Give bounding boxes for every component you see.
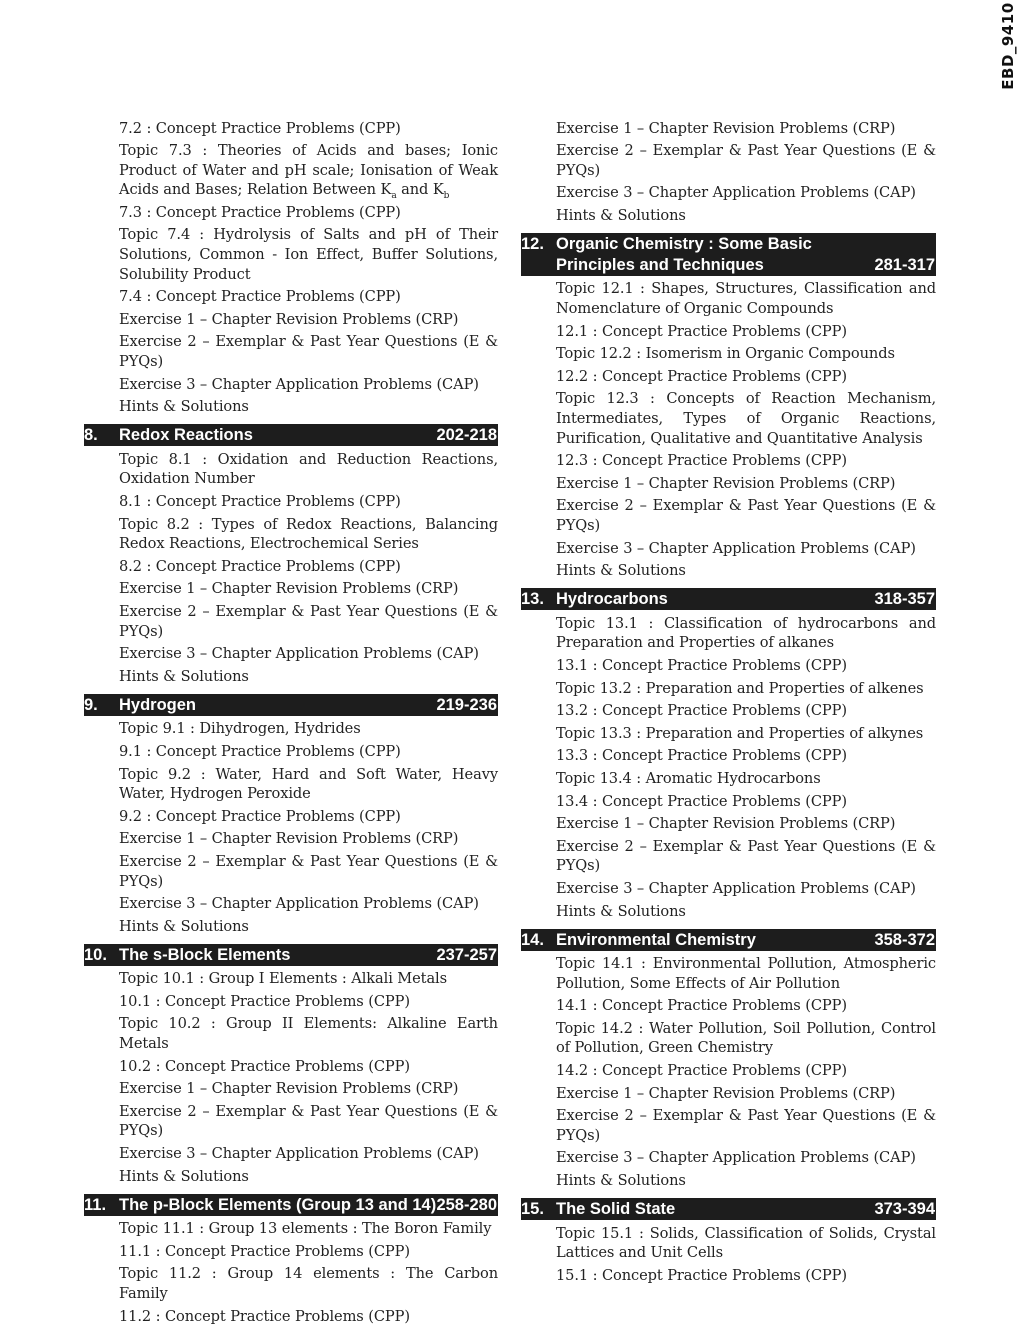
entry-text: 12.1 : Concept Practice Problems (CPP) — [556, 322, 847, 340]
entry-text: Topic 14.1 : Environmental Pollution, Atmospheric Pollution, Some Effects of Air Pollution — [556, 955, 936, 992]
chapter-heading[interactable] — [521, 1198, 936, 1220]
entry-text: 14.1 : Concept Practice Problems (CPP) — [556, 997, 847, 1015]
entry-text: Topic 12.2 : Isomerism in Organic Compounds — [556, 345, 895, 363]
chapter-number: 11. — [84, 1195, 107, 1214]
entry-text: 11.1 : Concept Practice Problems (CPP) — [119, 1242, 410, 1260]
entry-text: Exercise 1 – Chapter Revision Problems (CRP) — [119, 310, 459, 328]
chapter-pages: 202-218 — [436, 426, 497, 445]
chapter-title: Hydrogen — [119, 695, 197, 714]
toc-entry[interactable] — [119, 140, 498, 202]
entry-text: Exercise 3 – Chapter Application Problems (CAP) — [556, 539, 916, 557]
right-column — [521, 117, 936, 1287]
toc-entry[interactable] — [119, 643, 498, 666]
chapter-number: 9. — [84, 695, 98, 714]
chapter-heading[interactable] — [84, 1194, 498, 1216]
toc-entry[interactable] — [556, 450, 936, 473]
page-code — [998, 0, 1018, 92]
toc-entry[interactable] — [556, 1147, 936, 1170]
entry-text: 11.2 : Concept Practice Problems (CPP) — [119, 1307, 410, 1325]
chapter-number: 15. — [521, 1200, 544, 1219]
toc-entry[interactable] — [119, 373, 498, 396]
chapter-number: 13. — [521, 590, 544, 609]
chapter-heading[interactable] — [84, 424, 498, 446]
toc-entry[interactable] — [119, 224, 498, 286]
toc-entry[interactable] — [119, 740, 498, 763]
toc-entry[interactable] — [556, 1060, 936, 1083]
toc-entry[interactable] — [556, 790, 936, 813]
toc-entry[interactable] — [556, 472, 936, 495]
entry-text: Topic 8.1 : Oxidation and Reduction Reactions, Oxidation Number — [119, 450, 498, 488]
toc-entry[interactable] — [556, 117, 936, 140]
chapter-heading[interactable] — [84, 944, 498, 966]
toc-entry[interactable] — [119, 665, 498, 688]
toc-entry[interactable] — [556, 1105, 936, 1147]
entry-text: Topic 9.2 : Water, Hard and Soft Water, Heavy Water, Hydrogen Peroxide — [119, 765, 498, 803]
entry-text: 13.4 : Concept Practice Problems (CPP) — [556, 792, 847, 810]
entry-text: Exercise 2 – Exemplar & Past Year Questions (E & PYQs) — [556, 142, 936, 179]
chapter-pages: 358-372 — [874, 930, 935, 949]
chapter-title: The s-Block Elements — [119, 945, 291, 964]
entry-text: 14.2 : Concept Practice Problems (CPP) — [556, 1062, 847, 1080]
toc-entry[interactable] — [556, 995, 936, 1018]
left-column — [84, 117, 498, 1328]
chapter-title: The p-Block Elements (Group 13 and 14) — [119, 1195, 437, 1214]
entry-text: Hints & Solutions — [119, 667, 249, 685]
entry-text: Topic 13.3 : Preparation and Properties of alkynes — [556, 724, 924, 742]
chapter-title: Organic Chemistry : Some Basic Principles and Techniques — [556, 234, 812, 274]
toc-entry[interactable] — [119, 286, 498, 309]
entry-text: Hints & Solutions — [556, 206, 686, 224]
entry-text: 13.3 : Concept Practice Problems (CPP) — [556, 747, 847, 765]
toc-entry[interactable] — [119, 396, 498, 419]
entry-text: Exercise 3 – Chapter Application Problems (CAP) — [119, 1145, 479, 1163]
entry-text: Exercise 3 – Chapter Application Problems (CAP) — [556, 184, 916, 202]
chapter-pages: 237-257 — [436, 945, 497, 964]
toc-entry[interactable] — [119, 828, 498, 851]
toc-entry[interactable] — [556, 767, 936, 790]
toc-entry[interactable] — [119, 1305, 498, 1328]
chapter-number: 8. — [84, 426, 98, 445]
toc-entry[interactable] — [556, 722, 936, 745]
entry-text: Topic 11.2 : Group 14 elements : The Carbon Family — [119, 1265, 498, 1302]
entry-text: 7.2 : Concept Practice Problems (CPP) — [119, 119, 401, 137]
toc-entry[interactable] — [119, 448, 498, 490]
entry-text: 10.2 : Concept Practice Problems (CPP) — [119, 1057, 410, 1075]
chapter-pages: 318-357 — [874, 590, 935, 609]
entry-text: Exercise 2 – Exemplar & Past Year Questions (E & PYQs) — [119, 333, 498, 371]
entry-text: 7.4 : Concept Practice Problems (CPP) — [119, 288, 401, 306]
entry-text: 8.2 : Concept Practice Problems (CPP) — [119, 557, 401, 575]
chapter-title: Environmental Chemistry — [556, 930, 756, 949]
toc-entry[interactable] — [556, 900, 936, 923]
entry-text: Topic 13.2 : Preparation and Properties of alkenes — [556, 679, 924, 697]
entry-text: Topic 7.4 : Hydrolysis of Salts and pH of Their Solutions, Common - Ion Effect, Buffer Solutions, Solubility Product — [119, 226, 498, 283]
chapter-number: 12. — [521, 234, 544, 253]
toc-entry[interactable] — [556, 560, 936, 583]
chapter-number: 10. — [84, 945, 107, 964]
entry-text: Exercise 3 – Chapter Application Problems (CAP) — [119, 895, 479, 913]
toc-entry[interactable] — [119, 763, 498, 805]
entry-text: Hints & Solutions — [119, 1167, 249, 1185]
entry-text: 9.2 : Concept Practice Problems (CPP) — [119, 807, 401, 825]
entry-text: Exercise 1 – Chapter Revision Problems (CRP) — [119, 830, 459, 848]
entry-text: Exercise 2 – Exemplar & Past Year Questions (E & PYQs) — [119, 602, 498, 640]
chapter-title: The Solid State — [556, 1200, 676, 1219]
entry-text: Exercise 2 – Exemplar & Past Year Questions (E & PYQs) — [119, 852, 498, 890]
toc-entry[interactable] — [119, 513, 498, 555]
toc-entry[interactable] — [119, 1100, 498, 1142]
toc-entry[interactable] — [556, 1222, 936, 1264]
toc-entry[interactable] — [556, 654, 936, 677]
chapter-heading[interactable] — [521, 588, 936, 610]
entry-text: 7.3 : Concept Practice Problems (CPP) — [119, 203, 401, 221]
entry-text: and K — [396, 181, 444, 199]
toc-entry[interactable] — [119, 1013, 498, 1055]
toc-entry[interactable] — [556, 1017, 936, 1059]
entry-text: Hints & Solutions — [556, 1172, 686, 1190]
entry-text: Exercise 1 – Chapter Revision Problems (CRP) — [556, 474, 896, 492]
entry-text: Topic 14.2 : Water Pollution, Soil Pollution, Control of Pollution, Green Chemistry — [556, 1019, 936, 1057]
toc-entry[interactable] — [119, 718, 498, 741]
toc-entry[interactable] — [119, 491, 498, 514]
entry-text: Topic 9.1 : Dihydrogen, Hydrides — [119, 720, 361, 738]
toc-entry[interactable] — [556, 140, 936, 182]
toc-entry[interactable] — [119, 331, 498, 373]
toc-entry[interactable] — [119, 850, 498, 892]
entry-text: Exercise 2 – Exemplar & Past Year Questions (E & PYQs) — [119, 1102, 498, 1140]
toc-entry[interactable] — [556, 1264, 936, 1287]
toc-entry[interactable] — [556, 365, 936, 388]
entry-text: Exercise 3 – Chapter Application Problems (CAP) — [556, 879, 916, 897]
entry-text: 10.1 : Concept Practice Problems (CPP) — [119, 992, 410, 1010]
entry-text: Exercise 3 – Chapter Application Problems (CAP) — [119, 375, 479, 393]
toc-entry[interactable] — [119, 1263, 498, 1305]
entry-text: 9.1 : Concept Practice Problems (CPP) — [119, 742, 401, 760]
chapter-heading[interactable] — [521, 233, 936, 276]
entry-text: Topic 13.4 : Aromatic Hydrocarbons — [556, 769, 821, 787]
entry-text: Hints & Solutions — [119, 917, 249, 935]
entry-text: Topic 15.1 : Solids, Classification of Solids, Crystal Lattices and Unit Cells — [556, 1224, 936, 1262]
chapter-title: Hydrocarbons — [556, 590, 668, 609]
toc-entry[interactable] — [556, 835, 936, 877]
toc-entry[interactable] — [119, 1165, 498, 1188]
toc-entry[interactable] — [119, 805, 498, 828]
entry-text: Topic 12.1 : Shapes, Structures, Classification and Nomenclature of Organic Compounds — [556, 280, 936, 318]
entry-text: Hints & Solutions — [556, 902, 686, 920]
toc-entry[interactable] — [556, 612, 936, 654]
toc-entry[interactable] — [119, 600, 498, 642]
toc-entry[interactable] — [119, 117, 498, 140]
toc-entry[interactable] — [556, 182, 936, 205]
entry-text: Exercise 1 – Chapter Revision Problems (CRP) — [556, 1084, 896, 1102]
chapter-number: 14. — [521, 930, 544, 949]
toc-entry[interactable] — [556, 204, 936, 227]
entry-text: Exercise 3 – Chapter Application Problems (CAP) — [556, 1149, 916, 1167]
toc-entry[interactable] — [556, 320, 936, 343]
toc-entry[interactable] — [119, 893, 498, 916]
toc-entry[interactable] — [119, 1055, 498, 1078]
toc-entry[interactable] — [556, 495, 936, 537]
toc-entry[interactable] — [556, 343, 936, 366]
toc-entry[interactable] — [119, 915, 498, 938]
chapter-heading[interactable] — [84, 694, 498, 716]
chapter-heading[interactable] — [521, 929, 936, 951]
toc-entry[interactable] — [556, 877, 936, 900]
entry-text: Hints & Solutions — [119, 398, 249, 416]
entry-text: Topic 11.1 : Group 13 elements : The Boron Family — [119, 1220, 492, 1238]
entry-text: Exercise 1 – Chapter Revision Problems (CRP) — [556, 119, 896, 137]
entry-text: 13.2 : Concept Practice Problems (CPP) — [556, 702, 847, 720]
toc-entry[interactable] — [556, 813, 936, 836]
entry-text: Topic 12.3 : Concepts of Reaction Mechanism, Intermediates, Types of Organic Reactions, Purification, Qualitative and Quantitative Analysis — [556, 390, 936, 447]
entry-text: Exercise 1 – Chapter Revision Problems (CRP) — [119, 1080, 459, 1098]
entry-text: Exercise 1 – Chapter Revision Problems (CRP) — [119, 580, 459, 598]
entry-text: Topic 13.1 : Classification of hydrocarbons and Preparation and Properties of alkanes — [556, 614, 936, 652]
toc-entry[interactable] — [119, 308, 498, 331]
toc-entry[interactable] — [119, 1143, 498, 1166]
chapter-pages: 281-317 — [874, 255, 935, 274]
entry-text: Topic 10.2 : Group II Elements: Alkaline Earth Metals — [119, 1015, 498, 1053]
entry-text: Exercise 2 – Exemplar & Past Year Questions (E & PYQs) — [556, 1107, 936, 1144]
toc-entry[interactable] — [119, 1078, 498, 1101]
entry-text: 8.1 : Concept Practice Problems (CPP) — [119, 493, 401, 510]
toc-entry[interactable] — [119, 1218, 498, 1241]
toc-entry[interactable] — [556, 388, 936, 450]
chapter-pages: 219-236 — [436, 695, 497, 714]
toc-entry[interactable] — [119, 1240, 498, 1263]
toc-entry[interactable] — [119, 555, 498, 578]
entry-text: Exercise 3 – Chapter Application Problems (CAP) — [119, 645, 479, 663]
entry-text: Exercise 2 – Exemplar & Past Year Questions (E & PYQs) — [556, 497, 936, 534]
toc-entry[interactable] — [119, 990, 498, 1013]
toc-entry[interactable] — [556, 278, 936, 320]
entry-text: Exercise 2 – Exemplar & Past Year Questions (E & PYQs) — [556, 837, 936, 875]
toc-entry[interactable] — [556, 677, 936, 700]
entry-text: 12.2 : Concept Practice Problems (CPP) — [556, 367, 847, 385]
entry-text: 13.1 : Concept Practice Problems (CPP) — [556, 656, 847, 674]
chapter-title: Redox Reactions — [119, 426, 253, 445]
entry-text: 12.3 : Concept Practice Problems (CPP) — [556, 452, 847, 470]
chapter-pages: 373-394 — [874, 1200, 935, 1219]
toc-entry[interactable] — [119, 201, 498, 224]
subscript: a — [391, 191, 397, 202]
subscript: b — [443, 191, 450, 202]
entry-text: 15.1 : Concept Practice Problems (CPP) — [556, 1266, 847, 1284]
entry-text: Hints & Solutions — [556, 562, 686, 580]
toc-entry[interactable] — [119, 968, 498, 991]
entry-text: Topic 8.2 : Types of Redox Reactions, Balancing Redox Reactions, Electrochemical Series — [119, 515, 498, 553]
chapter-pages: 258-280 — [436, 1195, 497, 1214]
toc-entry[interactable] — [556, 537, 936, 560]
toc-entry[interactable] — [556, 1082, 936, 1105]
toc-entry[interactable] — [556, 1170, 936, 1193]
entry-text: Exercise 1 – Chapter Revision Problems (CRP) — [556, 815, 896, 833]
entry-text: Topic 10.1 : Group I Elements : Alkali Metals — [119, 970, 448, 988]
toc-entry[interactable] — [119, 578, 498, 601]
page-code-text: EBD_9410 — [999, 2, 1017, 90]
toc-entry[interactable] — [556, 953, 936, 995]
toc-entry[interactable] — [556, 700, 936, 723]
toc-entry[interactable] — [556, 745, 936, 768]
entry-text: Topic 7.3 : Theories of Acids and bases; Ionic Product of Water and pH scale; Ionisation of Weak Acids and Bases; Relation Between K — [119, 142, 498, 199]
